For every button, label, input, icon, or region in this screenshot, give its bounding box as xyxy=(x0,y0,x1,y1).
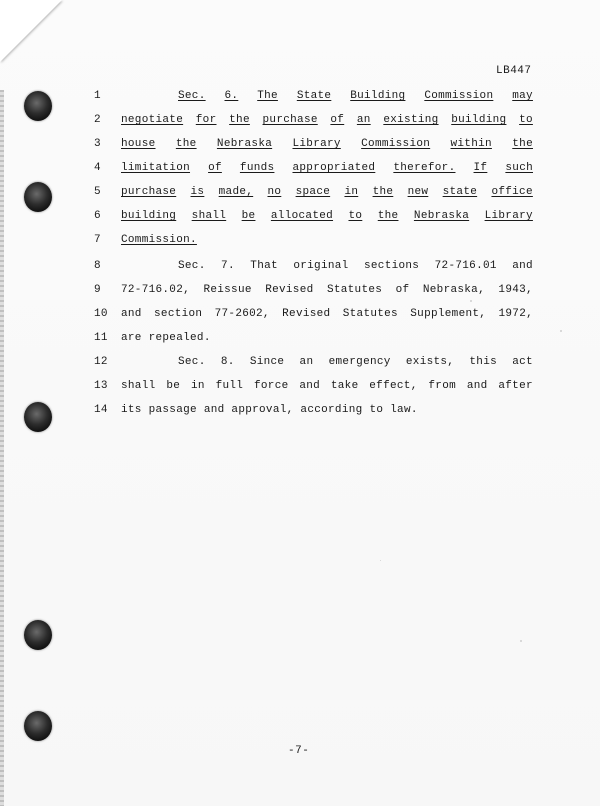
line-text: purchase is made, no space in the new state office xyxy=(121,186,533,198)
text-line xyxy=(0,234,600,254)
text-line xyxy=(0,210,600,230)
text-line xyxy=(0,284,600,304)
text-line xyxy=(0,308,600,328)
line-number: 11 xyxy=(94,332,108,344)
line-number: 6 xyxy=(94,210,101,222)
line-number: 12 xyxy=(94,356,108,368)
text-line xyxy=(0,114,600,134)
line-number: 1 xyxy=(94,90,101,102)
text-line xyxy=(0,404,600,424)
line-number: 5 xyxy=(94,186,101,198)
line-text: house the Nebraska Library Commission within the xyxy=(121,138,533,150)
line-text: building shall be allocated to the Nebraska Library xyxy=(121,210,533,222)
document-id: LB447 xyxy=(496,65,532,77)
line-text: negotiate for the purchase of an existing building to xyxy=(121,114,533,126)
line-text: its passage and approval, according to law. xyxy=(121,404,418,416)
text-line xyxy=(0,90,600,110)
line-number: 2 xyxy=(94,114,101,126)
text-line xyxy=(0,332,600,352)
line-number: 13 xyxy=(94,380,108,392)
line-text: Commission. xyxy=(121,234,197,246)
line-number: 3 xyxy=(94,138,101,150)
line-number: 8 xyxy=(94,260,101,272)
text-line xyxy=(0,380,600,400)
line-number: 9 xyxy=(94,284,101,296)
line-number: 4 xyxy=(94,162,101,174)
line-text: are repealed. xyxy=(121,332,211,344)
punch-hole-icon xyxy=(24,620,52,650)
page-number: -7- xyxy=(288,745,310,757)
line-text: and section 77-2602, Revised Statutes Supplement, 1972, xyxy=(121,308,533,320)
text-line xyxy=(0,138,600,158)
line-text: Sec. 8. Since an emergency exists, this act xyxy=(178,356,533,368)
line-text: limitation of funds appropriated therefor. If such xyxy=(121,162,533,174)
text-line xyxy=(0,162,600,182)
text-line xyxy=(0,356,600,376)
text-line xyxy=(0,186,600,206)
punch-hole-icon xyxy=(24,711,52,741)
line-number: 10 xyxy=(94,308,108,320)
line-text: Sec. 6. The State Building Commission may xyxy=(178,90,533,102)
line-text: shall be in full force and take effect, from and after xyxy=(121,380,533,392)
text-line xyxy=(0,260,600,280)
line-number: 14 xyxy=(94,404,108,416)
folded-corner xyxy=(0,0,62,62)
line-text: Sec. 7. That original sections 72-716.01 and xyxy=(178,260,533,272)
line-number: 7 xyxy=(94,234,101,246)
line-text: 72-716.02, Reissue Revised Statutes of Nebraska, 1943, xyxy=(121,284,533,296)
